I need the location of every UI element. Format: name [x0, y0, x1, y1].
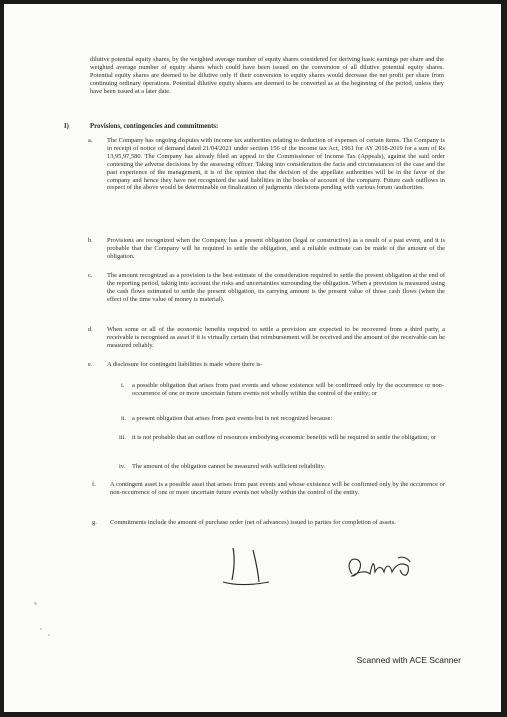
- signature-left: [219, 544, 289, 594]
- item-a-text: The Company has ongoing disputes with income tax authorities relating to deduction of expenses of certain items. The Company is in receipt of notice of demand dated 21/04/2021 under section 156 of the income tax Act, 1961 for AY 2018-2019 for a sum of Rs 13,95,97,580. The Company has already filed an appeal to the Commissioner of Income Tax (Appeals), against the said order contesting the adverse decisions by the assessing officer. Taking into consideration the facts and circumstances of the case and the past experience of the management, it is of the opinion that the decision of the appellate authorities will be in the favor of the company and hence they have not recognized the said liabilities in the books of account of the company. Future cash outflows in respect of the above would be determinable on finalization of judgments /decisions pending with various forum /authorities.: [107, 137, 445, 192]
- scan-speck: [40, 628, 42, 630]
- item-d-label: d.: [88, 326, 93, 333]
- intro-paragraph: dilutive potential equity shares, by the weighted average number of equity shares considered for deriving basic earnings per share and the weighted average number of equity shares which could have been issued on the conversion of all dilutive potential equity shares. Potential equity shares are deemed to be dilutive only if their conversion to equity shares would decrease the net profit per share from continuing ordinary operations. Potential dilutive equity shares are deemed to be converted as at the beginning of the period, unless they have been issued at a later date.: [90, 56, 444, 95]
- subitem-iv-label: iv.: [119, 463, 126, 470]
- subitem-ii-label: ii.: [121, 415, 127, 422]
- subitem-iv-text: The amount of the obligation cannot be measured with sufficient reliability.: [132, 463, 326, 470]
- item-c-label: c.: [88, 272, 93, 279]
- item-b-text: Provisions are recognized when the Company has a present obligation (legal or constructive) as a result of a past event, and it is probable that the Company will be required to settle the obligation, and a reliable estimate can be made of the amount of the obligation.: [107, 237, 445, 260]
- item-e-label: e.: [88, 361, 93, 368]
- item-e-text: A disclosure for contingent liabilities is made where there is-: [107, 361, 263, 368]
- document-page: [4, 4, 501, 712]
- item-f-label: f.: [92, 481, 96, 488]
- item-b-label: b.: [88, 237, 93, 244]
- scan-speck: [48, 634, 50, 636]
- section-number: I): [64, 123, 69, 130]
- item-g-text: Commitments include the amount of purchase order (net of advances) issued to parties for completion of assets.: [110, 519, 396, 526]
- item-g-label: g.: [92, 519, 97, 526]
- subitem-i-text: a possible obligation that arises from past events and whose existence will be confirmed only by the occurrence or non-occurrence of one or more uncertain future events not wholly within the control of the entity; or: [132, 382, 444, 397]
- scan-speck: [34, 602, 37, 605]
- item-c-text: The amount recognized as a provision is the best estimate of the consideration required to settle the present obligation at the end of the reporting period, taking into account the risks and uncertainties surrounding the obligation. When a provision is measured using the cash flows estimated to settle the present obligation, its carrying amount is the present value of those cash flows (when the effect of the time value of money is material).: [107, 272, 445, 303]
- subitem-i-label: i.: [121, 382, 125, 389]
- item-a-label: a.: [88, 137, 93, 144]
- item-d-text: When some or all of the economic benefits required to settle a provision are expected to be recovered from a third party, a receivable is recognised as asset if it is virtually certain that reimbursement will be received and the amount of the receivable can be measured reliably.: [107, 326, 445, 349]
- signature-right: [344, 552, 419, 587]
- item-f-text: A contingent asset is a possible asset that arises from past events and whose existence will be confirmed only by the occurrence or non-occurrence of one or more uncertain future events not wholly within the control of the entity.: [110, 481, 445, 496]
- subitem-iii-text: it is not probable that an outflow of resources embodying economic benefits will be required to settle the obligation; or: [132, 434, 437, 441]
- subitem-iii-label: iii.: [119, 434, 126, 441]
- section-title: Provisions, contingencies and commitments:: [90, 123, 219, 130]
- subitem-ii-text: a present obligation that arises from past events but is not recognized because:: [132, 415, 333, 422]
- scanner-watermark: Scanned with ACE Scanner: [356, 655, 461, 665]
